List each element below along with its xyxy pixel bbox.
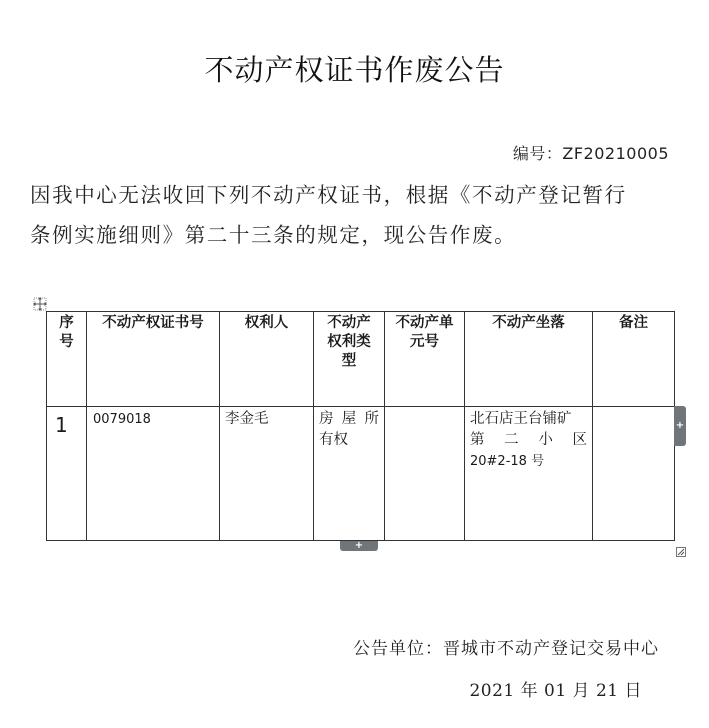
body-line-1: 因我中心无法收回下列不动产权证书，根据《不动产登记暂行: [30, 183, 627, 207]
cell-right-type[interactable]: [314, 407, 385, 541]
header-right-type[interactable]: 不动产权利类型: [314, 312, 385, 407]
header-owner[interactable]: 权利人: [220, 312, 314, 407]
body-line-2: 条例实施细则》第二十三条的规定，现公告作废。: [30, 223, 517, 247]
add-row-button[interactable]: [340, 541, 378, 551]
location-line-2: 第二小区: [470, 432, 587, 448]
header-unit-no[interactable]: 不动产单元号: [385, 312, 465, 407]
right-type-line-1: 房屋所: [319, 411, 379, 427]
header-location[interactable]: 不动产坐落: [465, 312, 593, 407]
header-seq[interactable]: 序号: [47, 312, 87, 407]
cell-location[interactable]: [465, 407, 593, 541]
move-icon: [32, 296, 48, 312]
cell-owner[interactable]: 李金毛: [220, 407, 314, 541]
cell-seq[interactable]: 1: [47, 407, 87, 541]
plus-icon: +: [675, 420, 685, 431]
plus-icon: +: [354, 540, 364, 551]
notice-title: 不动产权证书作废公告: [204, 53, 505, 87]
add-column-button[interactable]: [674, 406, 686, 446]
header-remark[interactable]: 备注: [593, 312, 675, 407]
cell-cert-no[interactable]: 0079018: [87, 407, 220, 541]
notice-body: [30, 175, 680, 255]
cell-unit-no[interactable]: [385, 407, 465, 541]
table-row: [47, 407, 675, 541]
table-move-handle[interactable]: [32, 296, 48, 312]
right-type-line-2: 有权: [319, 432, 348, 448]
void-certificate-table: [46, 311, 675, 541]
cell-remark[interactable]: [593, 407, 675, 541]
notice-date: 2021 年 01 月 21 日: [469, 681, 642, 701]
table-resize-handle[interactable]: [676, 542, 686, 552]
resize-icon: [676, 547, 686, 557]
location-line-1: 北石店王台铺矿: [470, 411, 572, 427]
location-line-3: 20#2-18 号: [470, 454, 545, 469]
issuing-unit: 公告单位：晋城市不动产登记交易中心: [353, 639, 659, 659]
header-cert-no[interactable]: 不动产权证书号: [87, 312, 220, 407]
document-number: 编号：ZF20210005: [512, 144, 669, 163]
table-header-row: [47, 312, 675, 407]
